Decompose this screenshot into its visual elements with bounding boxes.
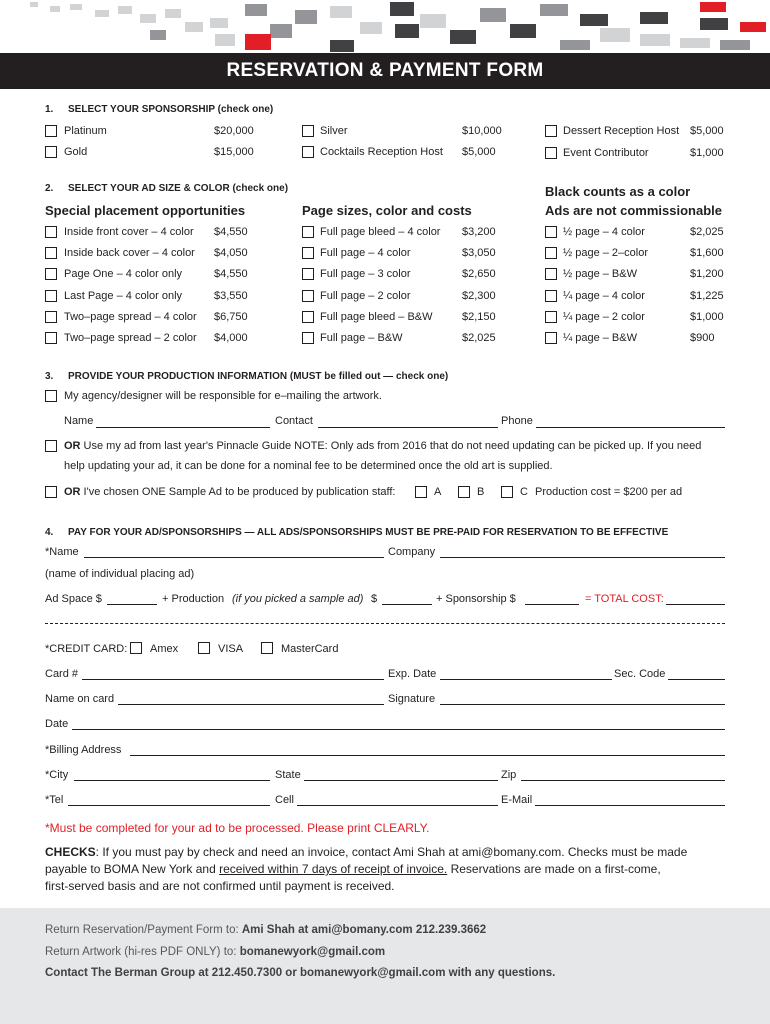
- field-label: E-Mail: [501, 794, 533, 806]
- ad-option-label: Full page – 4 color: [320, 247, 411, 259]
- checkbox-reuse-last-year-ad[interactable]: [45, 440, 57, 452]
- field-label: Zip: [501, 769, 517, 781]
- ad-option-price: $2,150: [462, 311, 496, 323]
- checkbox-cocktails-reception-host[interactable]: [302, 146, 314, 158]
- ad-option-label: Full page – 2 color: [320, 290, 411, 302]
- column-title: Page sizes, color and costs: [302, 203, 472, 218]
- field-label: State: [275, 769, 301, 781]
- ad-option-label: ¼ page – B&W: [563, 332, 637, 344]
- payer-name-input[interactable]: [84, 557, 384, 558]
- footer-return-artwork: [45, 946, 385, 958]
- checkbox-ad-option[interactable]: [45, 247, 57, 259]
- checkbox-ad-option[interactable]: [302, 311, 314, 323]
- field-label: $: [371, 593, 378, 605]
- checkbox-ad-option[interactable]: [545, 332, 557, 344]
- section-heading: SELECT YOUR AD SIZE & COLOR (check one): [68, 183, 289, 194]
- checkbox-amex[interactable]: [130, 642, 142, 654]
- note-not-commissionable: Ads are not commissionable: [545, 203, 722, 218]
- field-label: Company: [388, 546, 436, 558]
- option-label: [64, 486, 395, 498]
- ad-option-label: ¼ page – 4 color: [563, 290, 645, 302]
- field-label: Phone: [501, 415, 533, 427]
- option-price: $15,000: [214, 146, 254, 158]
- option-text: Use my ad from last year's Pinnacle Guide NOTE: Only ads from 2016 that do not need updating can be picked up. If you need: [80, 440, 702, 452]
- checkbox-ad-option[interactable]: [302, 226, 314, 238]
- checkbox-ad-option[interactable]: [45, 290, 57, 302]
- zip-input[interactable]: [521, 780, 725, 781]
- option-price: $5,000: [462, 146, 496, 158]
- total-cost-input[interactable]: [666, 604, 725, 605]
- date-input[interactable]: [72, 729, 725, 730]
- field-label: Card #: [45, 668, 79, 680]
- checkbox-ad-option[interactable]: [545, 268, 557, 280]
- option-price: $5,000: [690, 125, 724, 137]
- checkbox-sample-ad[interactable]: [45, 486, 57, 498]
- signature-input[interactable]: [440, 704, 725, 705]
- ad-option-price: $6,750: [214, 311, 248, 323]
- option-label: My agency/designer will be responsible for e–mailing the artwork.: [64, 390, 382, 402]
- checkbox-ad-option[interactable]: [45, 311, 57, 323]
- checkbox-silver[interactable]: [302, 125, 314, 137]
- email-input[interactable]: [535, 805, 725, 806]
- field-label: *Name: [45, 546, 79, 558]
- option-text-continued: help updating your ad, it can be done for a nominal fee to be determined once the old art is supplied.: [64, 460, 553, 472]
- ad-option-price: $4,050: [214, 247, 248, 259]
- sample-label: A: [434, 486, 442, 498]
- or-label: OR: [64, 486, 81, 498]
- tel-input[interactable]: [68, 805, 270, 806]
- checkbox-sample-b[interactable]: [458, 486, 470, 498]
- checkbox-ad-option[interactable]: [302, 290, 314, 302]
- state-input[interactable]: [304, 780, 498, 781]
- checks-label: CHECKS: [45, 845, 96, 859]
- ad-option-label: Two–page spread – 2 color: [64, 332, 197, 344]
- field-label: Ad Space $: [45, 593, 102, 605]
- checkbox-ad-option[interactable]: [302, 268, 314, 280]
- ad-option-label: ½ page – 4 color: [563, 226, 645, 238]
- option-label: Silver: [320, 125, 348, 137]
- card-type-label: MasterCard: [281, 643, 339, 655]
- ad-option-price: $2,025: [462, 332, 496, 344]
- ad-option-label: Full page – 3 color: [320, 268, 411, 280]
- option-label: Dessert Reception Host: [563, 125, 680, 137]
- name-input[interactable]: [96, 427, 270, 428]
- section-number: 3.: [45, 371, 54, 382]
- ad-option-price: $3,550: [214, 290, 248, 302]
- ad-option-price: $900: [690, 332, 715, 344]
- checkbox-agency-artwork[interactable]: [45, 390, 57, 402]
- ad-option-label: Two–page spread – 4 color: [64, 311, 197, 323]
- exp-date-input[interactable]: [440, 679, 612, 680]
- field-label: + Production: [162, 593, 225, 605]
- checkbox-ad-option[interactable]: [302, 247, 314, 259]
- city-input[interactable]: [74, 780, 270, 781]
- footer-contact: Ami Shah at ami@bomany.com 212.239.3662: [241, 924, 487, 936]
- checks-text: first-served basis and are not confirmed until payment is received.: [45, 879, 395, 893]
- note-black-color: Black counts as a color: [545, 184, 691, 199]
- option-label: Platinum: [64, 125, 107, 137]
- field-label: Exp. Date: [388, 668, 437, 680]
- checkbox-ad-option[interactable]: [302, 332, 314, 344]
- option-label: Event Contributor: [563, 147, 649, 159]
- ad-option-price: $3,050: [462, 247, 496, 259]
- checks-text: Reservations are made on a first-come,: [447, 862, 661, 876]
- ad-option-price: $3,200: [462, 226, 496, 238]
- section-number: 1.: [45, 104, 54, 115]
- checkbox-dessert-reception-host[interactable]: [545, 125, 557, 137]
- or-label: OR: [64, 440, 81, 452]
- footer-text: Return Reservation/Payment Form to:: [45, 924, 242, 936]
- field-label: Name on card: [45, 693, 115, 705]
- column-title: Special placement opportunities: [45, 203, 246, 218]
- option-label: Gold: [64, 146, 88, 158]
- header-decoration: [0, 0, 770, 53]
- field-label: Name: [64, 415, 94, 427]
- field-label: *CREDIT CARD:: [45, 643, 128, 655]
- ad-option-label: ¼ page – 2 color: [563, 311, 645, 323]
- ad-option-label: Full page – B&W: [320, 332, 403, 344]
- ad-option-label: Page One – 4 color only: [64, 268, 183, 280]
- divider: [45, 623, 725, 624]
- ad-option-label: Last Page – 4 color only: [64, 290, 183, 302]
- ad-option-price: $1,000: [690, 311, 724, 323]
- ad-option-label: ½ page – 2–color: [563, 247, 649, 259]
- footer-text: Return Artwork (hi-res PDF ONLY) to:: [45, 946, 240, 958]
- checkbox-sample-c[interactable]: [501, 486, 513, 498]
- billing-address-input[interactable]: [130, 755, 725, 756]
- section-number: 2.: [45, 183, 54, 194]
- card-number-input[interactable]: [82, 679, 384, 680]
- footer-email: bomanewyork@gmail.com: [239, 946, 386, 958]
- field-label: Contact: [275, 415, 313, 427]
- checkbox-sample-a[interactable]: [415, 486, 427, 498]
- ad-option-label: Inside front cover – 4 color: [64, 226, 194, 238]
- option-price: $10,000: [462, 125, 502, 137]
- checkbox-ad-option[interactable]: [45, 268, 57, 280]
- ad-option-price: $2,025: [690, 226, 724, 238]
- sample-label: C: [520, 486, 528, 498]
- field-label: Sec. Code: [614, 668, 666, 680]
- cell-input[interactable]: [297, 805, 498, 806]
- field-label: *Tel: [45, 794, 64, 806]
- checks-text: payable to BOMA New York and: [45, 862, 220, 876]
- footer-return-form: [45, 924, 486, 936]
- ad-option-label: Full page bleed – 4 color: [320, 226, 441, 238]
- card-type-label: Amex: [150, 643, 179, 655]
- option-label: [64, 440, 701, 452]
- checkbox-platinum[interactable]: [45, 125, 57, 137]
- checkbox-ad-option[interactable]: [45, 332, 57, 344]
- checks-text: : If you must pay by check and need an invoice, contact Ami Shah at ami@bomany.com. Checks must be made: [95, 845, 688, 859]
- option-price: $20,000: [214, 125, 254, 137]
- field-label: *City: [45, 769, 69, 781]
- company-input[interactable]: [440, 557, 725, 558]
- sec-code-input[interactable]: [668, 679, 725, 680]
- sample-label: B: [477, 486, 485, 498]
- field-label: Cell: [275, 794, 294, 806]
- checkbox-event-contributor[interactable]: [545, 147, 557, 159]
- checkbox-ad-option[interactable]: [545, 247, 557, 259]
- checkbox-mastercard[interactable]: [261, 642, 273, 654]
- ad-option-price: $4,550: [214, 226, 248, 238]
- ad-option-price: $2,650: [462, 268, 496, 280]
- field-label: Date: [45, 718, 69, 730]
- ad-option-price: $4,000: [214, 332, 248, 344]
- phone-input[interactable]: [536, 427, 725, 428]
- ad-option-price: $4,550: [214, 268, 248, 280]
- checkbox-ad-option[interactable]: [45, 226, 57, 238]
- checks-paragraph: [45, 844, 735, 895]
- field-label: + Sponsorship $: [436, 593, 516, 605]
- checkbox-ad-option[interactable]: [545, 311, 557, 323]
- ad-option-price: $2,300: [462, 290, 496, 302]
- ad-option-price: $1,200: [690, 268, 724, 280]
- checkbox-ad-option[interactable]: [545, 290, 557, 302]
- footer-contact-line: Contact The Berman Group at 212.450.7300 or bomanewyork@gmail.com with any questions.: [45, 967, 556, 979]
- ad-option-price: $1,600: [690, 247, 724, 259]
- ad-option-label: Full page bleed – B&W: [320, 311, 433, 323]
- option-price: $1,000: [690, 147, 724, 159]
- checks-deadline: received within 7 days of receipt of invoice.: [219, 862, 448, 876]
- ad-option-label: Inside back cover – 4 color: [64, 247, 195, 259]
- name-on-card-input[interactable]: [118, 704, 384, 705]
- sponsorship-amount-input[interactable]: [525, 604, 579, 605]
- total-cost-label: = TOTAL COST:: [585, 593, 664, 605]
- contact-input[interactable]: [318, 427, 498, 428]
- section-heading: SELECT YOUR SPONSORSHIP (check one): [68, 104, 274, 115]
- card-type-label: VISA: [218, 643, 244, 655]
- checkbox-gold[interactable]: [45, 146, 57, 158]
- checkbox-ad-option[interactable]: [545, 226, 557, 238]
- required-note: *Must be completed for your ad to be processed. Please print CLEARLY.: [45, 821, 430, 835]
- production-amount-input[interactable]: [382, 604, 432, 605]
- ad-space-amount-input[interactable]: [107, 604, 157, 605]
- section-heading: PROVIDE YOUR PRODUCTION INFORMATION (MUST be filled out — check one): [68, 371, 449, 382]
- field-hint: (name of individual placing ad): [45, 568, 195, 580]
- option-label: Cocktails Reception Host: [320, 146, 443, 158]
- option-text: I've chosen ONE Sample Ad to be produced by publication staff:: [80, 486, 396, 498]
- footer: [0, 908, 770, 1024]
- form-title: RESERVATION & PAYMENT FORM: [0, 53, 770, 89]
- ad-option-label: ½ page – B&W: [563, 268, 637, 280]
- field-label: Signature: [388, 693, 436, 705]
- section-number: 4.: [45, 527, 54, 538]
- section-heading: PAY FOR YOUR AD/SPONSORSHIPS — ALL ADS/SPONSORSHIPS MUST BE PRE-PAID FOR RESERVATION TO BE EFFECTIVE: [68, 527, 669, 538]
- ad-option-price: $1,225: [690, 290, 724, 302]
- production-cost-note: Production cost = $200 per ad: [535, 486, 683, 498]
- field-label: *Billing Address: [45, 744, 122, 756]
- checkbox-visa[interactable]: [198, 642, 210, 654]
- field-hint: (if you picked a sample ad): [232, 593, 364, 605]
